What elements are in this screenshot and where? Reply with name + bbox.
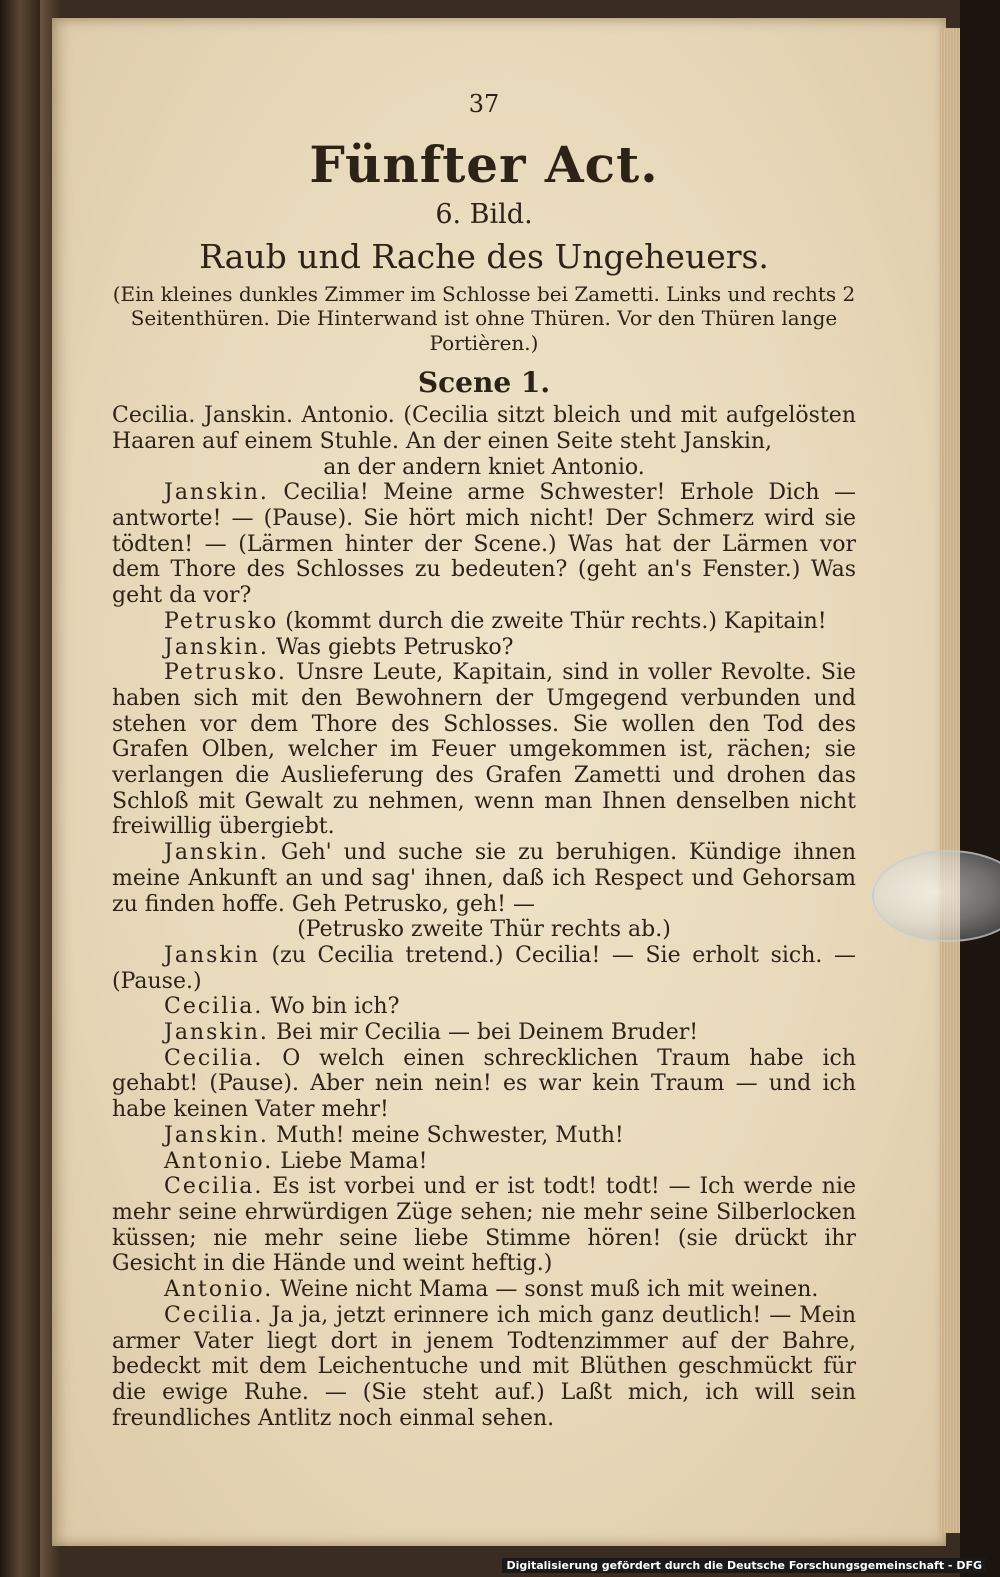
speaker-name: Janskin. bbox=[164, 1122, 269, 1148]
line-text: Unsre Leute, Kapitain, sind in voller Revolte. Sie haben sich mit den Bewohnern der Umgegend verbunden und stehen vor dem Thore des Schlosses. Sie wollen den Tod des Grafen Olben, welcher im Feuer umgekommen ist, rächen; sie verlangen die Auslieferung des Grafen Zametti und drohen das Schloß mit Gewalt zu nehmen, wenn man Ihnen denselben nicht freiwillig übergiebt. bbox=[112, 660, 856, 840]
dialogue-line bbox=[112, 1277, 856, 1303]
digitization-footer: Digitalisierung gefördert durch die Deutsche Forschungsgemeinschaft - DFG bbox=[502, 1558, 986, 1573]
stage-setting: (Ein kleines dunkles Zimmer im Schlosse bei Zametti. Links und rechts 2 Seitenthüren. Die Hinterwand ist ohne Thüren. Vor den Thüren lange Portièren.) bbox=[112, 281, 856, 355]
stage-direction bbox=[112, 917, 856, 943]
speaker-name: Janskin bbox=[164, 942, 260, 968]
speaker-name: Janskin. bbox=[164, 840, 269, 866]
bild-heading: 6. Bild. bbox=[435, 198, 533, 230]
page-text bbox=[112, 92, 856, 1431]
line-text: Weine nicht Mama — sonst muß ich mit weinen. bbox=[280, 1277, 819, 1303]
speaker-name: Cecilia. bbox=[164, 1045, 264, 1071]
dialogue-line bbox=[112, 1174, 856, 1277]
speaker-name: Antonio. bbox=[164, 1148, 274, 1174]
speaker-name: Janskin. bbox=[164, 480, 269, 506]
line-text: Bei mir Cecilia — bei Deinem Bruder! bbox=[275, 1020, 699, 1046]
subtitle: Raub und Rache des Ungeheuers. bbox=[199, 236, 769, 276]
dialogue-line bbox=[112, 1123, 856, 1149]
dialogue-line bbox=[112, 480, 856, 609]
speaker-name: Cecilia. bbox=[164, 1174, 264, 1200]
line-text: (kommt durch die zweite Thür rechts.) Kapitain! bbox=[285, 608, 827, 634]
fore-edge bbox=[960, 0, 1000, 1577]
line-text: Es ist vorbei und er ist todt! todt! — Ich werde nie mehr seine ehrwürdigen Züge sehen; nie mehr seine Silberlocken küssen; nie mehr seine liebe Stimme hören! (sie drückt ihr Gesicht in die Hände und weint heftig.) bbox=[112, 1174, 856, 1277]
line-text: O welch einen schrecklichen Traum habe ich gehabt! (Pause). Aber nein nein! es war kein Traum — und ich habe keinen Vater mehr! bbox=[112, 1045, 856, 1123]
line-text: Liebe Mama! bbox=[280, 1148, 428, 1174]
line-text: (zu Cecilia tretend.) Cecilia! — Sie erholt sich. — (Pause.) bbox=[112, 942, 856, 994]
dialogue-line bbox=[112, 660, 856, 840]
scene-intro: Cecilia. Janskin. Antonio. (Cecilia sitzt bleich und mit aufgelösten Haaren auf einem Stuhle. An der einen Seite steht Janskin, bbox=[112, 403, 856, 454]
speaker-name: Janskin. bbox=[164, 1020, 269, 1046]
line-text: Wo bin ich? bbox=[270, 994, 400, 1020]
dialogue-line bbox=[112, 609, 856, 635]
stage-direction-text: (Petrusko zweite Thür rechts ab.) bbox=[297, 917, 671, 943]
speaker-name: Antonio. bbox=[164, 1277, 274, 1303]
scene-intro-cont: an der andern kniet Antonio. bbox=[323, 454, 645, 480]
dialogue-line bbox=[112, 840, 856, 917]
dialogue-line bbox=[112, 943, 856, 994]
speaker-name: Janskin. bbox=[164, 634, 269, 660]
dialogue-line bbox=[112, 1046, 856, 1123]
scene-title: Scene 1. bbox=[417, 366, 551, 400]
act-title: Fünfter Act. bbox=[309, 134, 659, 194]
dialogue-line bbox=[112, 994, 856, 1020]
speaker-name: Petrusko bbox=[164, 608, 279, 634]
page-number: 37 bbox=[468, 90, 500, 118]
line-text: Was giebts Petrusko? bbox=[275, 634, 514, 660]
speaker-name: Cecilia. bbox=[164, 1302, 264, 1328]
dialogue-line bbox=[112, 1303, 856, 1432]
line-text: Cecilia! Meine arme Schwester! Erhole Dich — antworte! — (Pause). Sie hört mich nicht! Der Schmerz wird sie tödten! — (Lärmen hinter der Scene.) Was hat der Lärmen vor dem Thore des Schlosses zu bedeuten? (geht an's Fenster.) Was geht da vor? bbox=[112, 480, 856, 609]
dialogue-line bbox=[112, 1149, 856, 1175]
speaker-name: Petrusko. bbox=[164, 660, 287, 686]
speaker-name: Cecilia. bbox=[164, 994, 264, 1020]
right-page-stack bbox=[940, 28, 960, 1533]
line-text: Muth! meine Schwester, Muth! bbox=[275, 1122, 624, 1148]
dialogue-line bbox=[112, 635, 856, 661]
dialogue-line bbox=[112, 1020, 856, 1046]
line-text: Ja ja, jetzt erinnere ich mich ganz deutlich! — Mein armer Vater liegt dort in jenem Todtenzimmer auf der Bahre, bedeckt mit dem Leichentuche und mit Blüthen geschmückt für die ewige Ruhe. — (Sie steht auf.) Laßt mich, ich will sein freundliches Antlitz noch einmal sehen. bbox=[112, 1302, 856, 1431]
line-text: Geh' und suche sie zu beruhigen. Kündige ihnen meine Ankunft an und sag' ihnen, daß ich Respect und Gehorsam zu finden hoffe. Geh Petrusko, geh! — bbox=[112, 840, 856, 917]
left-page-edge bbox=[0, 0, 40, 1577]
